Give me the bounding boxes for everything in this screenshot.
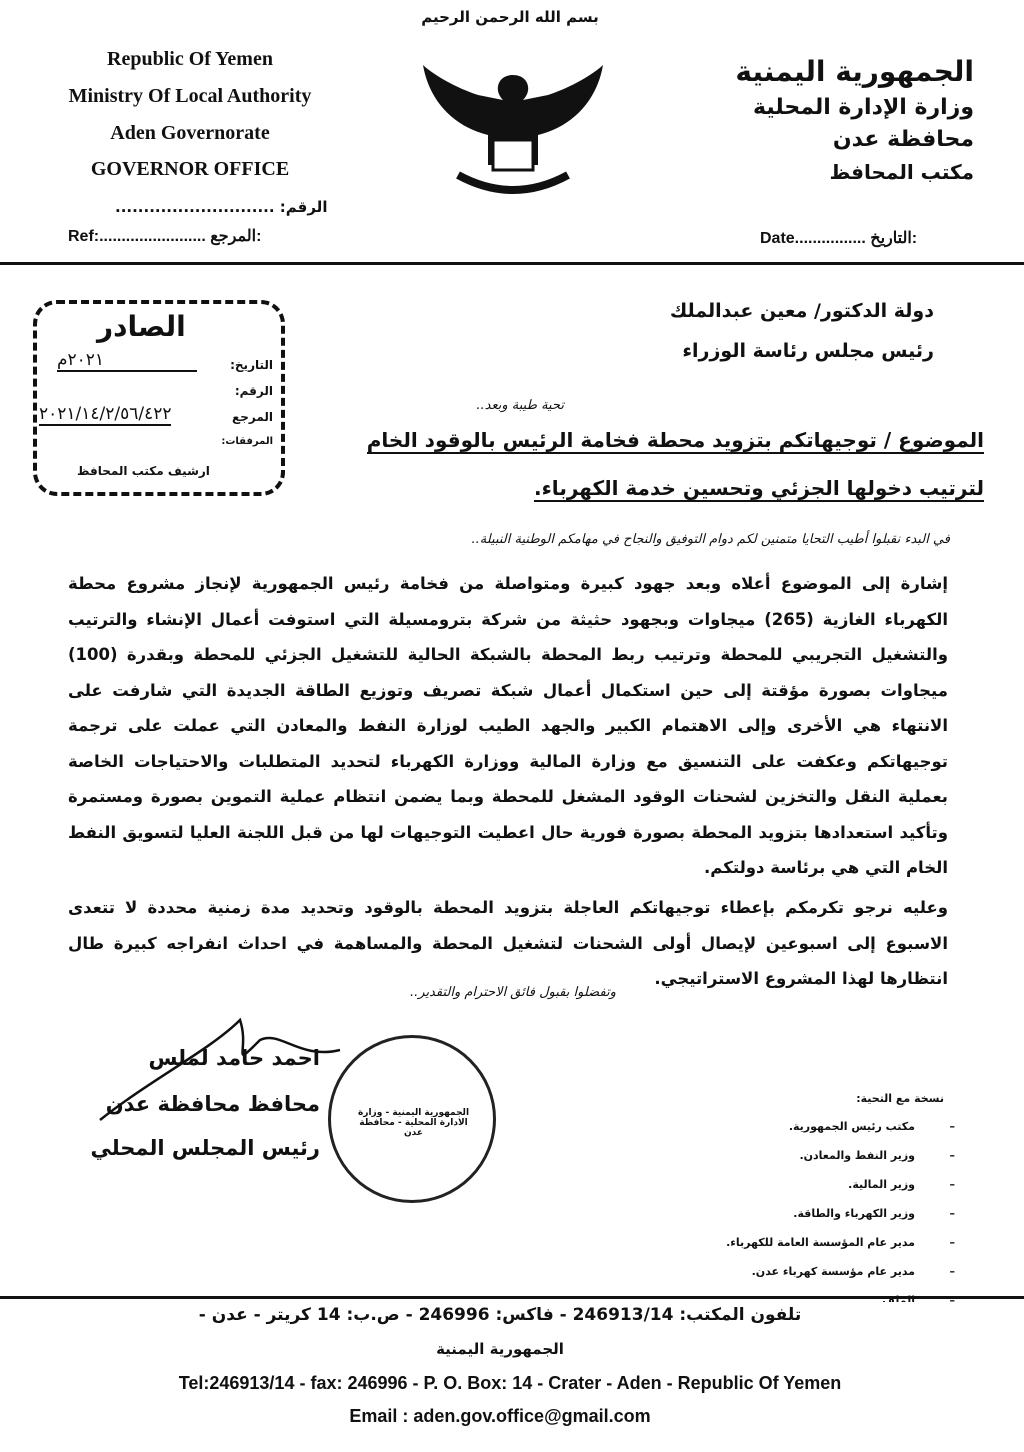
subject-line-1: الموضوع / توجيهاتكم بتزويد محطة فخامة الرئيس بالوقود الخام — [366, 428, 984, 452]
footer-ar-country: الجمهورية اليمنية — [436, 1340, 564, 1358]
cc-item: – مكتب رئيس الجمهورية. — [715, 1120, 955, 1149]
body-paragraph-2: وعليه نرجو تكرمكم بإعطاء توجيهاتكم العاجلة بتزويد المحطة بالوقود وتحديد مدة زمنية محددة لا تتعدى الاسبوع إلى اسبوعين لإيصال أولى الشحنات لتشغيل المحطة والمساهمة في احداث انفراجه كبيرة طال انتظارها لهذا المشروع الاستراتيجي. — [68, 898, 948, 988]
header-en-3: Aden Governorate — [110, 122, 270, 144]
signatory-title-1: محافظ محافظة عدن — [105, 1092, 320, 1116]
stamp-attachments-label: المرفقات: — [221, 436, 273, 447]
stamp-footer: ارشيف مكتب المحافظ — [77, 464, 210, 478]
cc-item: – مدير عام مؤسسة كهرباء عدن. — [715, 1265, 955, 1294]
header-en-1: Republic Of Yemen — [107, 48, 273, 70]
subject-line-2: لترتيب دخولها الجزئي وتحسين خدمة الكهرباء. — [533, 476, 984, 500]
footer-divider — [0, 1296, 1024, 1299]
recipient-name: دولة الدكتور/ معين عبدالملك — [669, 300, 934, 322]
body-paragraph-1: إشارة إلى الموضوع أعلاه وبعد جهود كبيرة ومتواصلة من فخامة رئيس الجمهورية لإنجاز مشروع محطة الكهرباء الغازية (265) ميجاوات وبجهود حثيثة من شركة بترومسيلة التي استوفت أعمال الإنشاء والترتيب والتشغيل التجريبي للمحطة وترتيب ربط المحطة بالشبكة الحالية للتشغيل الجزئي للمحطة وبقدرة (100) ميجاوات بصورة مؤقتة إلى حين استكمال أعمال شبكة تصريف وتوزيع الطاقة الجديدة التي شارفت على الانتهاء هي الأخرى وإلى الاهتمام الكبير والجهد الطيب لوزارة النفط والمعادن التي عملت على ترجمة توجيهاتكم وعكفت على التنسيق مع وزارة المالية ووزارة الكهرباء لتحديد المتطلبات والاحتياجات الخاصة بعملية النقل والتخزين لشحنات الوقود المشغل للمحطة وبما يضمن انتظام عملية التموين بصورة ومستمرة وتأكيد استعدادها بتزويد المحطة بصورة فورية حال اعطيت التوجيهات لها من قبل اللجنة العليا لتسويق النفط الخام التي هي برئاسة دولتكم. — [68, 574, 948, 877]
stamp-date-label: التاريخ: — [230, 358, 273, 372]
header-ar-3: محافظة عدن — [832, 127, 974, 152]
closing: وتفضلوا بقبول فائق الاحترام والتقدير.. — [410, 985, 616, 1000]
cc-list — [715, 1120, 955, 1302]
ref-field: Ref:........................ المرجع: — [68, 228, 262, 245]
seal-text: الجمهورية اليمنية - وزارة الادارة المحلية - محافظة عدن — [357, 1108, 470, 1138]
yemen-eagle-emblem — [418, 55, 608, 205]
outgoing-stamp — [33, 300, 285, 496]
stamp-number-label: الرقم: — [234, 384, 273, 398]
basmala: بسم الله الرحمن الرحيم — [421, 8, 599, 26]
number-field: الرقم: ............................ — [115, 198, 328, 216]
cc-item: – وزير الكهرباء والطاقة. — [715, 1207, 955, 1236]
recipient-title: رئيس مجلس رئاسة الوزراء — [682, 340, 934, 362]
stamp-date-value: ٢٠٢١م — [57, 350, 197, 372]
cc-title: نسخة مع التحية: — [856, 1092, 944, 1105]
stamp-ref-value: ٢٠٢١/١٤/٢/٥٦/٤٢٢ — [39, 404, 172, 424]
signatory-name: احمد حامد لملس — [148, 1046, 320, 1070]
handwritten-signature — [90, 1010, 350, 1130]
header-ar-1: الجمهورية اليمنية — [735, 55, 974, 88]
cc-item: – وزير النفط والمعادن. — [715, 1149, 955, 1178]
footer-ar-contacts: تلفون المكتب: 246913/14 - فاكس: 246996 - ص.ب: 14 كريتر - عدن - — [198, 1305, 802, 1325]
footer-en-contacts: Tel:246913/14 - fax: 246996 - P. O. Box: 14 - Crater - Aden - Republic Of Yemen — [178, 1373, 842, 1393]
footer-email[interactable]: Email : aden.gov.office@gmail.com — [349, 1406, 651, 1426]
greeting: تحية طيبة وبعد.. — [476, 398, 564, 413]
cc-item: – وزير المالية. — [715, 1178, 955, 1207]
header-ar-4: مكتب المحافظ — [829, 160, 974, 184]
stamp-ref-label: المرجع — [232, 410, 273, 424]
date-field: Date................ التاريخ: — [760, 230, 918, 247]
header-en-2: Ministry Of Local Authority — [68, 85, 312, 107]
header-divider — [0, 262, 1024, 265]
official-seal — [328, 1035, 496, 1203]
header-ar-2: وزارة الإدارة المحلية — [753, 95, 974, 120]
header-en-4: GOVERNOR OFFICE — [90, 158, 290, 180]
cc-item: – مدير عام المؤسسة العامة للكهرباء. — [715, 1236, 955, 1265]
opening-line: في البدء نقبلوا أطيب التحايا متمنين لكم دوام التوفيق والنجاح في مهامكم الوطنية النبيلة.. — [471, 532, 950, 547]
stamp-title: الصادر — [97, 310, 186, 343]
signatory-title-2: رئيس المجلس المحلي — [90, 1136, 320, 1160]
